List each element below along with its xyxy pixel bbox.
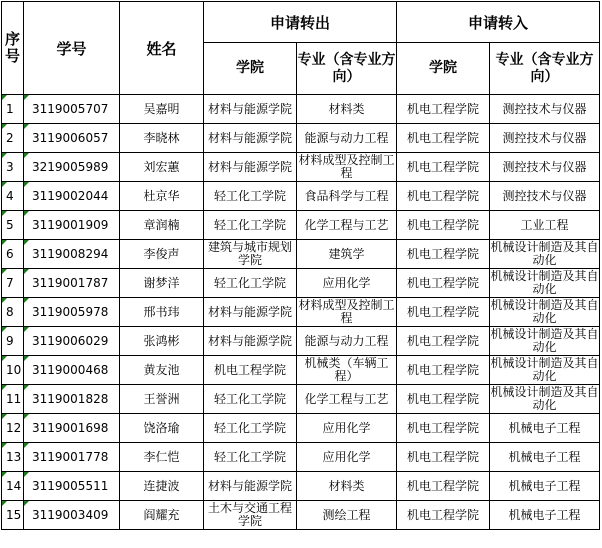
- cell-in-college: [397, 124, 490, 153]
- cell-seq-text: 7: [6, 275, 14, 290]
- cell-seq: [2, 414, 24, 443]
- cell-name: [120, 153, 204, 182]
- cell-out-major-text: 应用化学: [322, 420, 371, 435]
- cell-student-id: [24, 327, 120, 356]
- cell-out-college: [204, 356, 297, 385]
- cell-out-college-text: 建筑与城市规划学院: [207, 240, 292, 267]
- cell-student-id-text: 3119008294: [32, 246, 109, 261]
- cell-student-id-text: 3119005707: [32, 101, 109, 116]
- cell-out-college: [204, 472, 297, 501]
- cell-seq-text: 3: [6, 159, 14, 174]
- cell-in-major: [490, 327, 600, 356]
- cell-in-college-text: 机电工程学院: [407, 333, 480, 348]
- cell-seq: [2, 124, 24, 153]
- cell-in-college: [397, 385, 490, 414]
- header-in-major: 专业（含专业方向）: [490, 43, 600, 95]
- cell-student-id: [24, 153, 120, 182]
- cell-out-major-text: 应用化学: [322, 449, 371, 464]
- cell-out-major-text: 能源与动力工程: [304, 130, 389, 145]
- cell-in-major-text: 测控技术与仪器: [502, 130, 587, 145]
- cell-out-major: [297, 443, 397, 472]
- cell-name-text: 邢书玮: [143, 304, 180, 319]
- cell-name-text: 吴嘉明: [143, 101, 180, 116]
- cell-out-college: [204, 95, 297, 124]
- cell-in-college-text: 机电工程学院: [407, 130, 480, 145]
- cell-student-id: [24, 385, 120, 414]
- cell-student-id-text: 3119005978: [32, 304, 109, 319]
- cell-in-major-text: 机械设计制造及其自动化: [490, 240, 599, 267]
- cell-seq-text: 5: [6, 217, 14, 232]
- cell-in-major-text: 机械设计制造及其自动化: [490, 269, 599, 296]
- cell-seq: [2, 501, 24, 530]
- cell-in-major-text: 测控技术与仪器: [502, 188, 587, 203]
- cell-marker-icon: [24, 182, 29, 187]
- cell-out-major-text: 材料类: [328, 101, 365, 116]
- cell-in-major: [490, 472, 600, 501]
- cell-out-college-text: 轻工化工学院: [213, 217, 286, 232]
- cell-student-id: [24, 414, 120, 443]
- cell-out-college-text: 材料与能源学院: [207, 333, 292, 348]
- cell-in-major-text: 工业工程: [520, 217, 569, 232]
- cell-in-major: [490, 269, 600, 298]
- cell-out-major: [297, 211, 397, 240]
- cell-name: [120, 327, 204, 356]
- cell-in-college-text: 机电工程学院: [407, 304, 480, 319]
- cell-student-id: [24, 298, 120, 327]
- cell-out-major: [297, 356, 397, 385]
- cell-out-major-text: 化学工程与工艺: [304, 217, 389, 232]
- cell-in-college: [397, 414, 490, 443]
- cell-in-major-text: 机械设计制造及其自动化: [490, 327, 599, 354]
- cell-marker-icon: [2, 269, 7, 274]
- cell-in-college: [397, 240, 490, 269]
- cell-in-college-text: 机电工程学院: [407, 391, 480, 406]
- cell-out-major-text: 能源与动力工程: [304, 333, 389, 348]
- cell-out-major-text: 食品科学与工程: [304, 188, 389, 203]
- cell-seq-text: 10: [6, 362, 22, 377]
- cell-in-college-text: 机电工程学院: [407, 159, 480, 174]
- cell-in-major: [490, 443, 600, 472]
- cell-name: [120, 356, 204, 385]
- cell-student-id-text: 3119001828: [32, 391, 109, 406]
- header-student-id: 学号: [24, 2, 120, 95]
- cell-marker-icon: [2, 356, 7, 361]
- cell-in-college: [397, 327, 490, 356]
- header-name: 姓名: [120, 2, 204, 95]
- cell-marker-icon: [2, 414, 7, 419]
- cell-in-college-text: 机电工程学院: [407, 246, 480, 261]
- cell-name: [120, 95, 204, 124]
- cell-marker-icon: [2, 443, 7, 448]
- cell-out-major: [297, 327, 397, 356]
- cell-marker-icon: [24, 211, 29, 216]
- cell-name: [120, 298, 204, 327]
- cell-out-major-text: 材料成型及控制工程: [298, 153, 395, 180]
- cell-out-college-text: 轻工化工学院: [213, 275, 286, 290]
- cell-in-major: [490, 211, 600, 240]
- cell-student-id-text: 3119000468: [32, 362, 109, 377]
- cell-name: [120, 385, 204, 414]
- table-row: [2, 327, 600, 356]
- table-row: [2, 385, 600, 414]
- cell-marker-icon: [24, 472, 29, 477]
- cell-seq: [2, 95, 24, 124]
- cell-name-text: 李仁恺: [143, 449, 180, 464]
- cell-seq-text: 8: [6, 304, 14, 319]
- cell-marker-icon: [24, 414, 29, 419]
- cell-out-college: [204, 182, 297, 211]
- cell-out-college: [204, 385, 297, 414]
- cell-in-college: [397, 95, 490, 124]
- cell-in-college: [397, 211, 490, 240]
- cell-student-id-text: 3119001698: [32, 420, 109, 435]
- cell-name: [120, 182, 204, 211]
- cell-marker-icon: [2, 240, 7, 245]
- cell-name: [120, 211, 204, 240]
- cell-in-college-text: 机电工程学院: [407, 478, 480, 493]
- cell-seq-text: 9: [6, 333, 14, 348]
- cell-student-id-text: 3119002044: [32, 188, 109, 203]
- cell-in-major-text: 测控技术与仪器: [502, 101, 587, 116]
- cell-marker-icon: [24, 443, 29, 448]
- cell-out-major-text: 建筑学: [328, 246, 365, 261]
- cell-seq: [2, 385, 24, 414]
- cell-out-college-text: 轻工化工学院: [213, 188, 286, 203]
- cell-out-major: [297, 501, 397, 530]
- table-row: [2, 501, 600, 530]
- cell-in-major-text: 机械电子工程: [508, 420, 581, 435]
- cell-out-college: [204, 153, 297, 182]
- cell-out-college-text: 材料与能源学院: [207, 101, 292, 116]
- cell-seq-text: 1: [6, 101, 14, 116]
- cell-in-college-text: 机电工程学院: [407, 275, 480, 290]
- cell-seq-text: 13: [6, 449, 22, 464]
- table-body: [2, 95, 600, 530]
- cell-in-college-text: 机电工程学院: [407, 449, 480, 464]
- cell-student-id: [24, 356, 120, 385]
- cell-in-major: [490, 240, 600, 269]
- header-seq: 序号: [2, 2, 24, 95]
- cell-out-major: [297, 95, 397, 124]
- cell-out-college-text: 材料与能源学院: [207, 130, 292, 145]
- cell-marker-icon: [2, 211, 7, 216]
- cell-student-id: [24, 182, 120, 211]
- cell-out-major: [297, 298, 397, 327]
- cell-seq: [2, 327, 24, 356]
- cell-name: [120, 124, 204, 153]
- cell-in-college-text: 机电工程学院: [407, 507, 480, 522]
- table-row: [2, 472, 600, 501]
- cell-name-text: 杜京华: [143, 188, 180, 203]
- cell-marker-icon: [24, 124, 29, 129]
- cell-name: [120, 414, 204, 443]
- cell-marker-icon: [24, 240, 29, 245]
- cell-in-major-text: 机械设计制造及其自动化: [490, 385, 599, 412]
- table-row: [2, 124, 600, 153]
- cell-out-major: [297, 472, 397, 501]
- cell-marker-icon: [2, 385, 7, 390]
- cell-out-college-text: 材料与能源学院: [207, 304, 292, 319]
- transfer-table: [1, 1, 600, 530]
- cell-out-college: [204, 298, 297, 327]
- cell-student-id: [24, 240, 120, 269]
- cell-in-major-text: 机械电子工程: [508, 507, 581, 522]
- cell-in-major-text: 机械电子工程: [508, 449, 581, 464]
- table-row: [2, 182, 600, 211]
- cell-out-major: [297, 269, 397, 298]
- cell-student-id: [24, 95, 120, 124]
- cell-student-id-text: 3119001787: [32, 275, 109, 290]
- cell-in-major: [490, 124, 600, 153]
- cell-student-id-text: 3119001778: [32, 449, 109, 464]
- cell-out-major: [297, 385, 397, 414]
- cell-name-text: 李俊声: [143, 246, 180, 261]
- cell-in-college: [397, 501, 490, 530]
- cell-seq: [2, 356, 24, 385]
- cell-out-major-text: 化学工程与工艺: [304, 391, 389, 406]
- cell-in-college: [397, 356, 490, 385]
- cell-student-id-text: 3119001909: [32, 217, 109, 232]
- cell-name-text: 章润楠: [143, 217, 180, 232]
- table-row: [2, 414, 600, 443]
- cell-name-text: 饶洛瑜: [143, 420, 180, 435]
- table-row: [2, 153, 600, 182]
- cell-in-major-text: 机械设计制造及其自动化: [490, 298, 599, 325]
- header-transfer-out: 申请转出: [204, 2, 397, 43]
- cell-out-college-text: 机电工程学院: [213, 362, 286, 377]
- cell-in-college: [397, 153, 490, 182]
- cell-out-major-text: 材料成型及控制工程: [298, 298, 395, 325]
- cell-marker-icon: [24, 385, 29, 390]
- cell-name-text: 黄友池: [143, 362, 180, 377]
- cell-name: [120, 472, 204, 501]
- cell-out-college: [204, 240, 297, 269]
- table-row: [2, 443, 600, 472]
- cell-name-text: 张鸿彬: [143, 333, 180, 348]
- cell-in-major: [490, 501, 600, 530]
- cell-name-text: 连捷波: [143, 478, 180, 493]
- cell-seq: [2, 472, 24, 501]
- cell-out-college: [204, 443, 297, 472]
- cell-in-major-text: 测控技术与仪器: [502, 159, 587, 174]
- cell-marker-icon: [2, 95, 7, 100]
- cell-out-college: [204, 211, 297, 240]
- header-in-college: 学院: [397, 43, 490, 95]
- cell-marker-icon: [24, 269, 29, 274]
- cell-student-id-text: 3119003409: [32, 507, 109, 522]
- cell-in-major-text: 机械设计制造及其自动化: [490, 356, 599, 383]
- cell-in-major: [490, 95, 600, 124]
- cell-student-id: [24, 124, 120, 153]
- cell-in-college: [397, 269, 490, 298]
- cell-marker-icon: [2, 501, 7, 506]
- cell-in-college-text: 机电工程学院: [407, 101, 480, 116]
- cell-marker-icon: [24, 153, 29, 158]
- cell-name: [120, 501, 204, 530]
- cell-out-college: [204, 269, 297, 298]
- cell-seq-text: 15: [6, 507, 22, 522]
- cell-in-college-text: 机电工程学院: [407, 420, 480, 435]
- cell-in-major: [490, 356, 600, 385]
- cell-in-college-text: 机电工程学院: [407, 217, 480, 232]
- cell-in-major: [490, 298, 600, 327]
- cell-out-college-text: 材料与能源学院: [207, 159, 292, 174]
- cell-out-college: [204, 327, 297, 356]
- cell-seq: [2, 269, 24, 298]
- cell-out-major: [297, 182, 397, 211]
- cell-out-major-text: 材料类: [328, 478, 365, 493]
- cell-out-major-text: 应用化学: [322, 275, 371, 290]
- cell-out-college: [204, 501, 297, 530]
- cell-seq-text: 4: [6, 188, 14, 203]
- cell-name: [120, 240, 204, 269]
- cell-student-id: [24, 472, 120, 501]
- cell-student-id: [24, 501, 120, 530]
- header-out-college: 学院: [204, 43, 297, 95]
- cell-seq: [2, 153, 24, 182]
- cell-out-major-text: 机械类（车辆工程）: [304, 356, 389, 383]
- table-row: [2, 298, 600, 327]
- cell-out-college-text: 轻工化工学院: [213, 420, 286, 435]
- cell-student-id-text: 3219005989: [32, 159, 109, 174]
- cell-name: [120, 269, 204, 298]
- cell-in-college: [397, 298, 490, 327]
- cell-marker-icon: [24, 95, 29, 100]
- header-transfer-in: 申请转入: [397, 2, 600, 43]
- cell-out-college: [204, 124, 297, 153]
- cell-marker-icon: [2, 472, 7, 477]
- cell-name-text: 王誉洲: [143, 391, 180, 406]
- cell-out-college-text: 轻工化工学院: [213, 449, 286, 464]
- cell-name-text: 谢梦洋: [143, 275, 180, 290]
- cell-seq: [2, 443, 24, 472]
- cell-student-id: [24, 211, 120, 240]
- cell-seq-text: 2: [6, 130, 14, 145]
- cell-seq: [2, 182, 24, 211]
- cell-student-id: [24, 269, 120, 298]
- cell-marker-icon: [24, 356, 29, 361]
- cell-seq-text: 6: [6, 246, 14, 261]
- cell-seq: [2, 240, 24, 269]
- cell-student-id-text: 3119006029: [32, 333, 109, 348]
- header-out-major: 专业（含专业方向）: [297, 43, 397, 95]
- cell-in-major-text: 机械电子工程: [508, 478, 581, 493]
- cell-in-college: [397, 472, 490, 501]
- cell-out-major: [297, 240, 397, 269]
- cell-in-major: [490, 385, 600, 414]
- cell-marker-icon: [2, 298, 7, 303]
- cell-seq-text: 11: [6, 391, 22, 406]
- cell-seq: [2, 298, 24, 327]
- cell-out-major: [297, 153, 397, 182]
- table-row: [2, 95, 600, 124]
- cell-name-text: 刘宏蕙: [143, 159, 180, 174]
- cell-in-major: [490, 153, 600, 182]
- cell-seq-text: 12: [6, 420, 22, 435]
- cell-marker-icon: [2, 153, 7, 158]
- cell-out-college-text: 材料与能源学院: [207, 478, 292, 493]
- cell-marker-icon: [24, 501, 29, 506]
- cell-marker-icon: [24, 327, 29, 332]
- cell-marker-icon: [2, 327, 7, 332]
- cell-student-id-text: 3119005511: [32, 478, 109, 493]
- cell-out-major: [297, 124, 397, 153]
- cell-marker-icon: [2, 124, 7, 129]
- cell-student-id-text: 3119006057: [32, 130, 109, 145]
- table-row: [2, 356, 600, 385]
- cell-seq-text: 14: [6, 478, 22, 493]
- table-row: [2, 269, 600, 298]
- cell-in-college-text: 机电工程学院: [407, 362, 480, 377]
- cell-out-major: [297, 414, 397, 443]
- cell-out-college-text: 轻工化工学院: [213, 391, 286, 406]
- cell-marker-icon: [24, 298, 29, 303]
- table-row: [2, 240, 600, 269]
- cell-out-college-text: 土木与交通工程学院: [207, 501, 292, 528]
- cell-out-major-text: 测绘工程: [322, 507, 371, 522]
- cell-name-text: 李晓林: [143, 130, 180, 145]
- table-row: [2, 211, 600, 240]
- cell-in-college: [397, 443, 490, 472]
- cell-in-major: [490, 414, 600, 443]
- cell-name-text: 阎耀充: [143, 507, 180, 522]
- cell-in-major: [490, 182, 600, 211]
- cell-out-college: [204, 414, 297, 443]
- cell-in-college: [397, 182, 490, 211]
- cell-name: [120, 443, 204, 472]
- cell-in-college-text: 机电工程学院: [407, 188, 480, 203]
- cell-seq: [2, 211, 24, 240]
- cell-student-id: [24, 443, 120, 472]
- cell-marker-icon: [2, 182, 7, 187]
